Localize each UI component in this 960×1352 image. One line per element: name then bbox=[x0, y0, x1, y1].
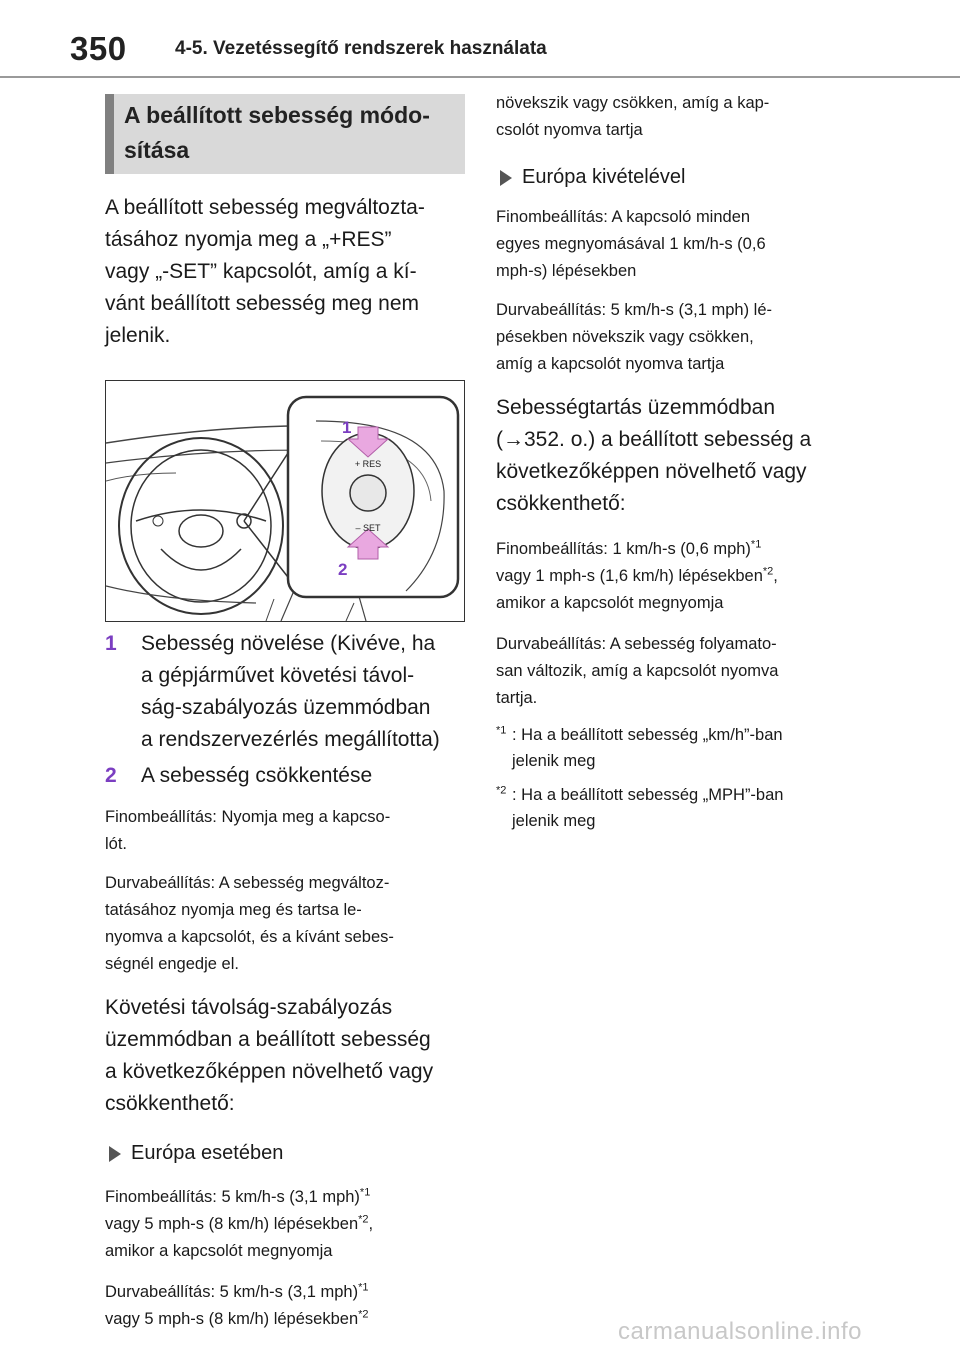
sp-fine-a: Finombeállítás: 1 km/h-s (0,6 mph) bbox=[496, 540, 751, 558]
cruise-coarse-text: Durvabeállítás: A sebesség folyamato- san változik, amíg a kapcsolót nyomva tartja. bbox=[496, 635, 779, 707]
bullet-except-europe bbox=[496, 162, 841, 192]
bullet-label: Európa esetében bbox=[131, 1142, 284, 1164]
header-divider bbox=[0, 76, 960, 78]
eu-fine-a: Finombeállítás: 5 km/h-s (3,1 mph) bbox=[105, 1188, 360, 1206]
sp-fine-b: vagy 1 mph-s (1,6 km/h) lépésekben bbox=[496, 567, 763, 585]
site-watermark: carmanualsonline.info bbox=[618, 1318, 862, 1345]
item-number: 1 bbox=[105, 632, 117, 655]
footnote-mark-text: *1 bbox=[496, 724, 507, 737]
footnote-mark bbox=[496, 722, 506, 748]
left-column bbox=[105, 94, 465, 1333]
fine-adjustment-text: Finombeállítás: Nyomja meg a kapcso- lót. bbox=[105, 808, 391, 853]
footnote-ref: *1 bbox=[358, 1281, 369, 1294]
footnote-text: : Ha a beállított sebesség „MPH”-ban jelenik meg bbox=[512, 786, 784, 830]
right-column bbox=[496, 90, 841, 834]
footnote-text: : Ha a beállított sebesség „km/h”-ban jelenik meg bbox=[512, 726, 783, 770]
page-number: 350 bbox=[70, 30, 127, 67]
eu-coarse-a: Durvabeállítás: 5 km/h-s (3,1 mph) bbox=[105, 1283, 359, 1301]
coarse-adjustment-text: Durvabeállítás: A sebesség megváltoz- tatásához nyomja meg és tartsa le- nyomva a kapcsolót, és a kívánt sebes- ségnél engedje el. bbox=[105, 874, 394, 973]
eu-fine-c: , amikor a kapcsolót megnyomja bbox=[105, 1215, 374, 1260]
footnote-ref: *1 bbox=[359, 1186, 371, 1199]
footnote-1 bbox=[496, 722, 841, 774]
numbered-list bbox=[105, 628, 465, 792]
item-text: A sebesség csökkentése bbox=[141, 764, 373, 787]
footnote-2 bbox=[496, 782, 841, 834]
except-coarse-text: Durvabeállítás: 5 km/h-s (3,1 mph) lé- pésekben növekszik vagy csökken, amíg a kapcsolót nyomva tartja bbox=[496, 301, 773, 373]
callout-number-2: 2 bbox=[338, 560, 348, 579]
intro-paragraph: A beállított sebesség megváltozta- tásához nyomja meg a „+RES” vagy „-SET” kapcsolót, amíg a kí- vánt beállított sebesség meg nem jelenik. bbox=[105, 196, 425, 347]
except-fine-text: Finombeállítás: A kapcsoló minden egyes megnyomásával 1 km/h-s (0,6 mph-s) lépésekben bbox=[496, 208, 766, 280]
cruise-mode-intro: Sebességtartás üzemmódban (→352. o.) a beállított sebesség a következőképpen növelhető vagy csökkenthető: bbox=[496, 396, 812, 515]
list-item bbox=[105, 760, 465, 792]
res-label: + RES bbox=[354, 459, 382, 469]
footnote-ref: *1 bbox=[750, 538, 762, 551]
item-number: 2 bbox=[105, 764, 117, 787]
europe-fine-text bbox=[105, 1184, 465, 1265]
triangle-bullet-icon bbox=[109, 1146, 121, 1162]
footnote-mark-text: *2 bbox=[496, 784, 507, 797]
steering-switch-illustration bbox=[105, 380, 465, 622]
callout-number-1: 1 bbox=[342, 418, 352, 437]
follow-mode-intro: Követési távolság-szabályozás üzemmódban a beállított sebesség a következőképpen növelhető vagy csökkenthető: bbox=[105, 996, 434, 1115]
sp-fine-c: , amikor a kapcsolót megnyomja bbox=[496, 567, 778, 612]
bullet-label: Európa kivételével bbox=[522, 166, 686, 188]
cruise-fine-text bbox=[496, 536, 841, 617]
list-item bbox=[105, 628, 465, 756]
eu-fine-b: vagy 5 mph-s (8 km/h) lépésekben bbox=[105, 1215, 359, 1233]
footnote-ref: *2 bbox=[762, 565, 774, 578]
section-title: 4-5. Vezetéssegítő rendszerek használata bbox=[175, 38, 547, 59]
footnote-ref: *2 bbox=[358, 1213, 369, 1226]
section-heading: A beállított sebesség módo- sítása bbox=[105, 94, 465, 174]
set-label: – SET bbox=[355, 523, 381, 533]
page-header bbox=[0, 0, 960, 78]
europe-coarse-text bbox=[105, 1279, 465, 1333]
triangle-bullet-icon bbox=[500, 170, 512, 186]
footnote-mark bbox=[496, 782, 506, 808]
continued-text: növekszik vagy csökken, amíg a kap- csolót nyomva tartja bbox=[496, 94, 770, 139]
footnote-ref: *2 bbox=[358, 1308, 369, 1321]
illustration-svg bbox=[106, 381, 464, 621]
eu-coarse-b: vagy 5 mph-s (8 km/h) lépésekben bbox=[105, 1310, 359, 1328]
bullet-europe bbox=[105, 1138, 465, 1168]
item-text: Sebesség növelése (Kivéve, ha a gépjárművet követési távol- ság-szabályozás üzemmódban a rendszervezérlés megállította) bbox=[141, 632, 440, 751]
